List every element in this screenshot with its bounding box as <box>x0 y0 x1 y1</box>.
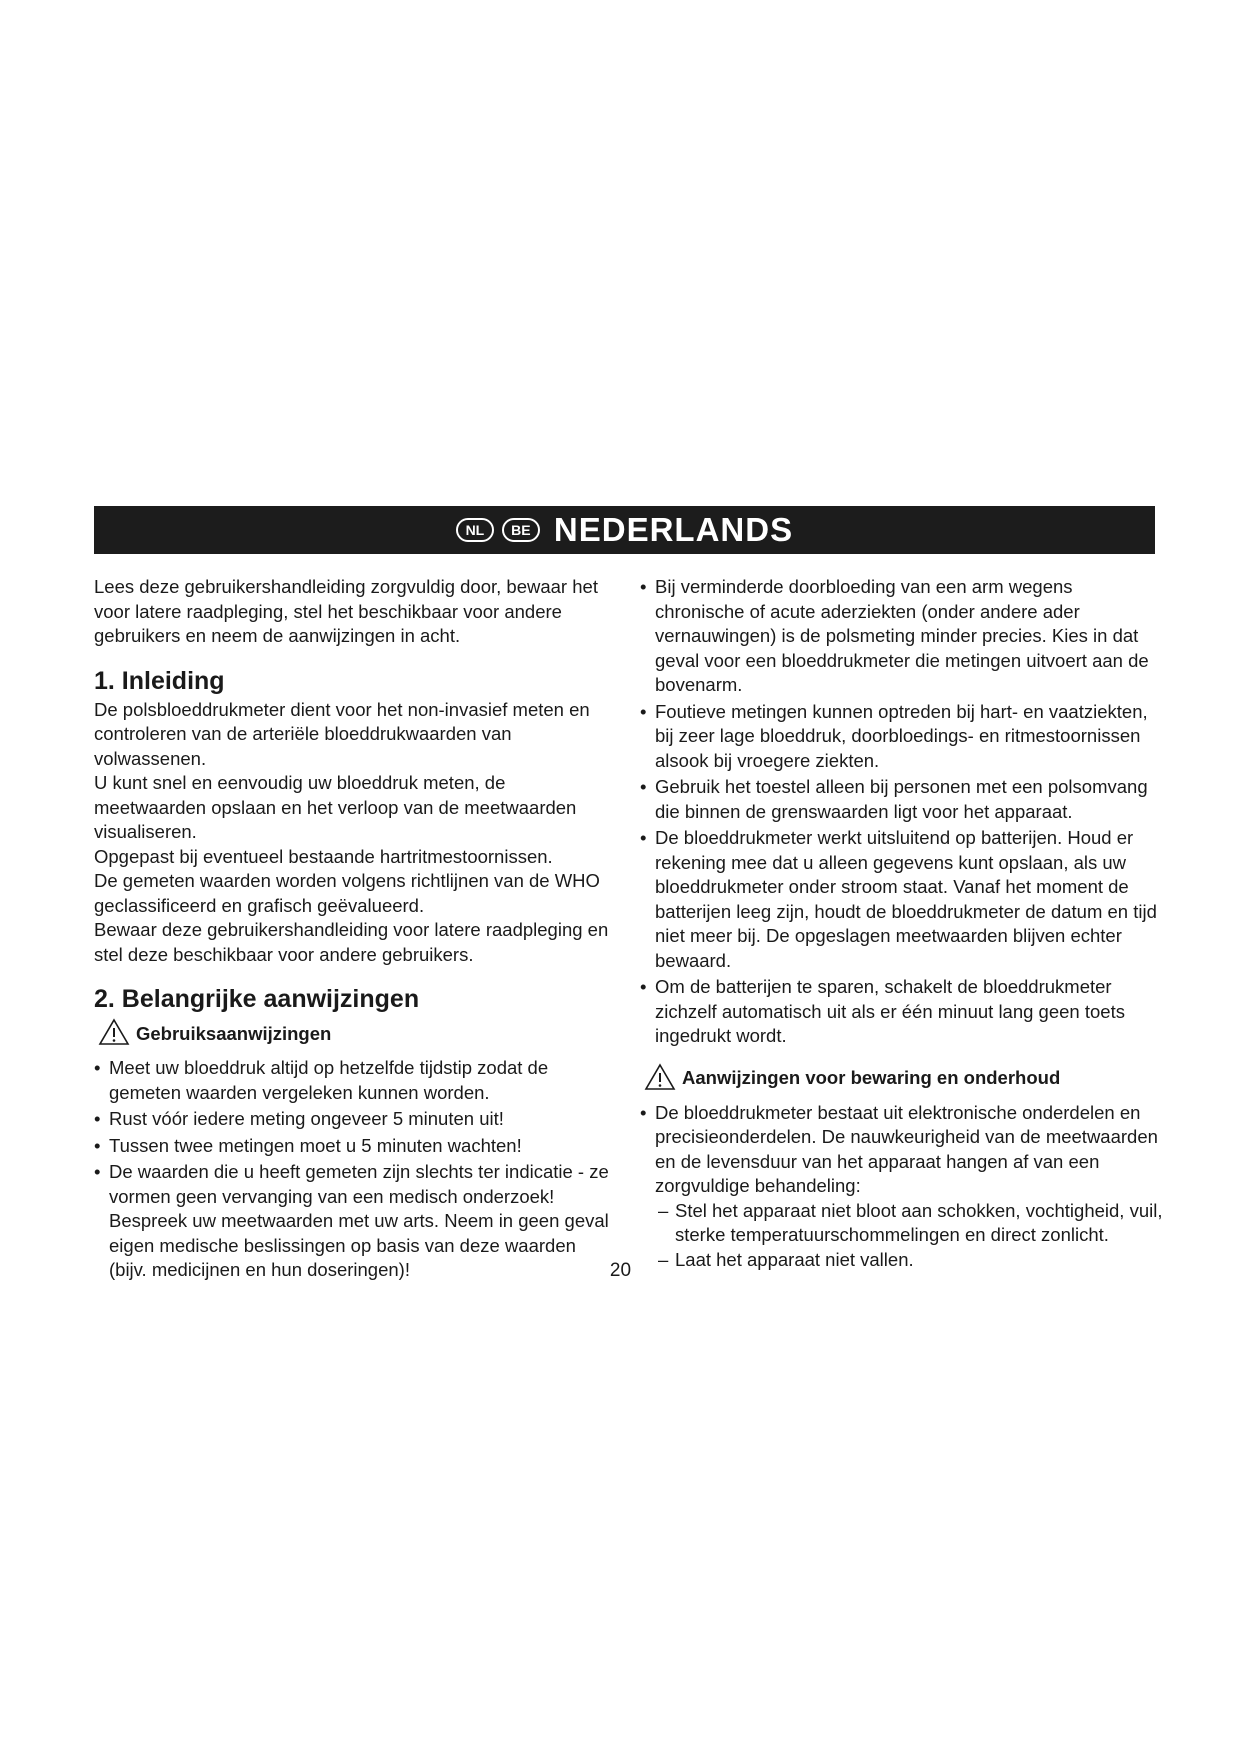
inleiding-paragraph: De polsbloeddrukmeter dient voor het non-invasief meten en controleren van de arteriële bloeddrukwaarden van volwassenen. <box>94 698 590 769</box>
list-item: • Meet uw bloeddruk altijd op hetzelfde tijdstip zodat de gemeten waarden vergeleken kunnen worden. <box>94 1056 614 1105</box>
storage-list <box>640 1101 1165 1273</box>
language-title: NEDERLANDS <box>553 511 794 548</box>
sub-list-item: – Laat het apparaat niet vallen. <box>655 1248 1165 1273</box>
sub-list-item: – Stel het apparaat niet bloot aan schokken, vochtigheid, vuil, sterke temperatuurschommelingen en direct zonlicht. <box>655 1199 1165 1248</box>
list-item: • Foutieve metingen kunnen optreden bij hart- en vaatziekten, bij zeer lage bloeddruk, doorbloedings- en ritmestoornissen alsook bij vroegere ziekten. <box>640 700 1165 774</box>
flag-nl: NL <box>456 518 494 542</box>
usage-list <box>94 1056 614 1283</box>
intro-paragraph: Lees deze gebruikershandleiding zorgvuldig door, bewaar het voor latere raadpleging, stel het beschikbaar voor andere gebruikers en neem de aanwijzingen in acht. <box>94 576 598 646</box>
list-item <box>640 1101 1165 1273</box>
list-item: • Rust vóór iedere meting ongeveer 5 minuten uit! <box>94 1107 614 1132</box>
list-item: • De waarden die u heeft gemeten zijn slechts ter indicatie - ze vormen geen vervanging van een medisch onderzoek! Bespreek uw meetwaarden met uw arts. Neem in geen geval eigen medische beslissingen op basis van deze waarden (bijv. medicijnen en hun doseringen)! <box>94 1160 614 1283</box>
flag-be: BE <box>502 518 540 542</box>
warning-triangle-icon <box>98 1018 130 1046</box>
page-number: 20 <box>609 1260 632 1281</box>
left-column <box>94 575 614 1285</box>
usage-heading-label: Gebruiksaanwijzingen <box>136 1022 332 1044</box>
usage-heading <box>98 1018 614 1046</box>
inleiding-paragraph: Bewaar deze gebruikershandleiding voor latere raadpleging en stel deze beschikbaar voor andere gebruikers. <box>94 919 609 965</box>
section-inleiding-title: 1. Inleiding <box>94 666 225 695</box>
list-item: • Bij verminderde doorbloeding van een arm wegens chronische of acute aderziekten (onder andere ader vernauwingen) is de polsmeting minder precies. Kies in dat geval voor een bloeddrukmeter die metingen uitvoert aan de bovenarm. <box>640 575 1165 698</box>
storage-item-text: De bloeddrukmeter bestaat uit elektronische onderdelen en precisieonderdelen. De nauwkeurigheid van de meetwaarden en de levensduur van het apparaat hangen af van een zorgvuldige behandeling: <box>655 1101 1158 1196</box>
list-item: • Om de batterijen te sparen, schakelt de bloeddrukmeter zichzelf automatisch uit als er één minuut lang geen toets ingedrukt wordt. <box>640 975 1165 1049</box>
storage-heading-label: Aanwijzingen voor bewaring en onderhoud <box>682 1067 1061 1088</box>
inleiding-paragraph: Opgepast bij eventueel bestaande hartritmestoornissen. <box>94 845 553 867</box>
list-item: • Tussen twee metingen moet u 5 minuten wachten! <box>94 1134 614 1159</box>
list-item: • Gebruik het toestel alleen bij personen met een polsomvang die binnen de grenswaarden ligt voor het apparaat. <box>640 775 1165 824</box>
language-banner <box>94 506 1155 554</box>
storage-heading <box>644 1063 1165 1091</box>
usage-list-continued <box>640 575 1165 1049</box>
section-aanwijzingen-title: 2. Belangrijke aanwijzingen <box>94 985 420 1013</box>
right-column <box>640 575 1165 1274</box>
list-item: • De bloeddrukmeter werkt uitsluitend op batterijen. Houd er rekening mee dat u alleen gegevens kunt opslaan, als uw bloeddrukmeter onder stroom staat. Vanaf het moment de batterijen leeg zijn, houdt de bloeddrukmeter de datum en tijd niet meer bij. De opgeslagen meetwaarden blijven echter bewaard. <box>640 826 1165 973</box>
warning-triangle-icon <box>644 1063 676 1091</box>
country-flags <box>456 518 540 542</box>
inleiding-paragraph: De gemeten waarden worden volgens richtlijnen van de WHO geclassificeerd en grafisch geëvalueerd. <box>94 870 600 916</box>
inleiding-paragraph: U kunt snel en eenvoudig uw bloeddruk meten, de meetwaarden opslaan en het verloop van de meetwaarden visualiseren. <box>94 772 577 842</box>
